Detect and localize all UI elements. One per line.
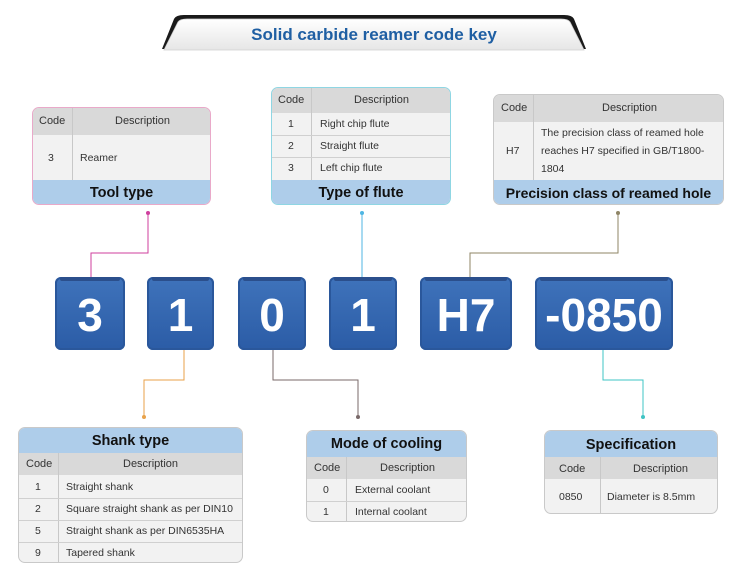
tool-type-box <box>32 107 211 205</box>
column-divider <box>346 457 347 522</box>
precision-desc-line-1: The precision class of reamed hole <box>541 127 704 139</box>
tool-type-label: Tool type <box>33 180 210 205</box>
flute-code: 3 <box>288 162 294 174</box>
spec-box <box>544 430 718 514</box>
shank-code: 9 <box>35 547 41 559</box>
precision-code: H7 <box>506 145 520 157</box>
tool-type-connector-dot <box>146 211 150 215</box>
cooling-connector <box>273 350 358 416</box>
description-column-header: Description <box>380 462 436 474</box>
precision-connector <box>470 214 618 279</box>
tool-type-code: 3 <box>48 152 54 164</box>
code-tile-tool-type: 3 <box>55 277 125 350</box>
column-divider <box>311 88 312 180</box>
cooling-desc: Internal coolant <box>355 506 427 518</box>
precision-header <box>494 95 723 122</box>
shank-desc: Tapered shank <box>66 547 135 559</box>
cooling-code: 1 <box>323 506 329 518</box>
row-divider <box>272 157 450 158</box>
flute-label: Type of flute <box>272 180 450 205</box>
spec-connector-dot <box>641 415 645 419</box>
shank-connector-dot <box>142 415 146 419</box>
precision-desc-line-3: 1804 <box>541 163 565 175</box>
description-column-header: Description <box>633 463 689 475</box>
spec-desc: Diameter is 8.5mm <box>607 491 696 503</box>
row-divider <box>307 501 466 502</box>
code-column-header: Code <box>39 115 66 127</box>
shank-code: 5 <box>35 525 41 537</box>
shank-desc: Straight shank as per DIN6535HA <box>66 525 225 537</box>
row-divider <box>19 498 242 499</box>
row-divider <box>272 135 450 136</box>
spec-header <box>545 457 717 479</box>
cooling-header <box>307 457 466 479</box>
flute-desc: Straight flute <box>320 140 379 152</box>
code-tile-flute: 1 <box>329 277 397 350</box>
row-divider <box>19 520 242 521</box>
shank-box <box>18 427 243 563</box>
flute-code: 1 <box>288 118 294 130</box>
code-column-header: Code <box>26 458 53 470</box>
flute-code: 2 <box>288 140 294 152</box>
precision-connector-dot <box>616 211 620 215</box>
shank-code: 1 <box>35 481 41 493</box>
spec-connector <box>603 350 643 416</box>
flute-desc: Left chip flute <box>320 162 383 174</box>
column-divider <box>600 457 601 514</box>
cooling-desc: External coolant <box>355 484 431 496</box>
flute-header <box>272 88 450 113</box>
code-column-header: Code <box>278 94 305 106</box>
code-tile-shank: 1 <box>147 277 214 350</box>
precision-desc-line-2: reaches H7 specified in GB/T1800- <box>541 145 705 157</box>
code-column-header: Code <box>501 102 528 114</box>
code-tile-cooling: 0 <box>238 277 306 350</box>
shank-code: 2 <box>35 503 41 515</box>
flute-box <box>271 87 451 205</box>
code-tile-spec: -0850 <box>535 277 673 350</box>
cooling-connector-dot <box>356 415 360 419</box>
flute-desc: Right chip flute <box>320 118 390 130</box>
shank-connector <box>144 350 184 416</box>
tool-type-desc: Reamer <box>80 152 118 164</box>
shank-desc: Straight shank <box>66 481 134 493</box>
column-divider <box>58 453 59 563</box>
description-column-header: Description <box>123 458 179 470</box>
shank-label: Shank type <box>19 428 242 453</box>
cooling-label: Mode of cooling <box>307 431 466 457</box>
cooling-box <box>306 430 467 522</box>
precision-label: Precision class of reamed hole <box>494 180 723 205</box>
column-divider <box>72 108 73 180</box>
column-divider <box>533 95 534 180</box>
description-column-header: Description <box>354 94 410 106</box>
spec-code: 0850 <box>559 491 583 503</box>
flute-connector-dot <box>360 211 364 215</box>
tool-type-header <box>33 108 210 135</box>
code-column-header: Code <box>314 462 341 474</box>
shank-desc: Square straight shank as per DIN10 <box>66 503 233 515</box>
code-tile-precision: H7 <box>420 277 512 350</box>
description-column-header: Description <box>602 102 658 114</box>
page-title: Solid carbide reamer code key <box>251 25 497 44</box>
title-banner <box>160 13 588 51</box>
code-column-header: Code <box>559 463 586 475</box>
row-divider <box>19 542 242 543</box>
description-column-header: Description <box>115 115 171 127</box>
shank-header <box>19 453 242 475</box>
spec-label: Specification <box>545 431 717 457</box>
tool-type-connector <box>91 214 148 279</box>
precision-box <box>493 94 724 205</box>
cooling-code: 0 <box>323 484 329 496</box>
